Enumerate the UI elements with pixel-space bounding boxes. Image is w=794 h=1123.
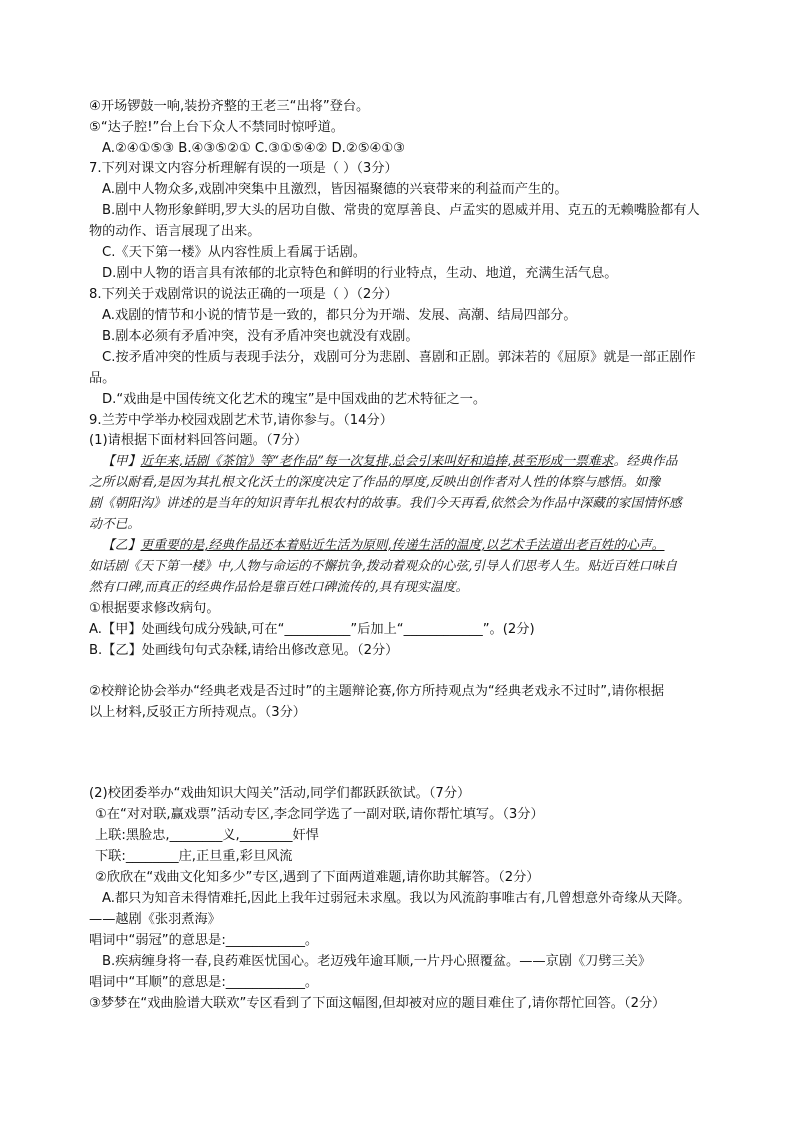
question-7: 7.下列对课文内容分析理解有误的一项是（ ）（3分） bbox=[89, 161, 398, 176]
lyric-a-question: 唱词中“弱冠”的意思是:____________。 bbox=[89, 933, 319, 948]
option-b: B.剧本必须有矛盾冲突，没有矛盾冲突也就没有戏剧。 bbox=[102, 329, 419, 344]
text-line: ④开场锣鼓一响,装扮齐整的王老三“出将”登台。 bbox=[89, 99, 370, 114]
options-line: A.②④①⑤③ B.④③⑤②① C.③①⑤④② D.②⑤④①③ bbox=[102, 141, 405, 156]
couplet-upper: 上联:黑脸忠,________义,________奸悍 bbox=[95, 828, 319, 843]
lyric-a: A.都只为知音未得情难托,因此上我年过弱冠未求凰。我以为风流韵事唯古有,几曾想意外奇缘从天降。 bbox=[102, 891, 691, 906]
passage-line: 动不已。 bbox=[89, 517, 141, 532]
sub-question-2: (2)校团委举办“戏曲知识大闯关”活动,同学们都跃跃欲试。（7分） bbox=[89, 786, 471, 801]
couplet-task: ①在“对对联,赢戏票”活动专区,李念同学选了一副对联,请你帮忙填写。（3分） bbox=[95, 807, 544, 822]
passage-line: 之所以耐看,是因为其扎根文化沃土的深度决定了作品的厚度,反映出创作者对人性的体察与感悟。如豫 bbox=[89, 475, 661, 490]
passage-jia bbox=[0, 452, 794, 472]
lyric-a-source: ——越剧《张羽煮海》 bbox=[89, 912, 221, 927]
mask-task: ③梦梦在“戏曲脸谱大联欢”专区看到了下面这幅图,但却被对应的题目难住了,请你帮忙回答。（2分） bbox=[89, 996, 666, 1011]
couplet-lower: 下联:________庄,正旦重,彩旦风流 bbox=[95, 849, 293, 864]
passage-text: 。经典作品 bbox=[613, 454, 678, 469]
option-b-cont: 物的动作、语言展现了出来。 bbox=[89, 224, 261, 239]
passage-line: 如话剧《天下第一楼》中,人物与命运的不懈抗争,拨动着观众的心弦,引导人们思考人生。贴近百姓口味自 bbox=[89, 559, 678, 574]
label-jia: 【甲】 bbox=[102, 454, 141, 469]
passage-line: 然有口碑,而真正的经典作品恰是靠百姓口碑流传的,具有现实温度。 bbox=[89, 580, 469, 595]
sub-question-1: (1)请根据下面材料回答问题。（7分） bbox=[89, 433, 308, 448]
task-1a: A.【甲】处画线句成分残缺,可在“__________”后加上“____________”。(2分) bbox=[89, 622, 535, 637]
task-2-cont: 以上材料,反驳正方所持观点。（3分） bbox=[89, 705, 306, 720]
option-d: D.“戏曲是中国传统文化艺术的瑰宝”是中国戏曲的艺术特征之一。 bbox=[102, 392, 487, 407]
task-1: ①根据要求修改病句。 bbox=[89, 601, 220, 616]
option-c: C.按矛盾冲突的性质与表现手法分，戏剧可分为悲剧、喜剧和正剧。郭沫若的《屈原》就是一部正剧作 bbox=[102, 350, 696, 365]
option-c-cont: 品。 bbox=[89, 371, 116, 386]
task-2: ②校辩论协会举办“经典老戏是否过时”的主题辩论赛,你方所持观点为“经典老戏永不过时”,请你根据 bbox=[89, 684, 665, 699]
option-c: C.《天下第一楼》从内容性质上看属于话剧。 bbox=[102, 245, 366, 260]
culture-task: ②欣欣在“戏曲文化知多少”专区,遇到了下面两道难题,请你助其解答。（2分） bbox=[95, 870, 540, 885]
question-9: 9.兰芳中学举办校园戏剧艺术节,请你参与。（14分） bbox=[89, 413, 393, 428]
passage-yi bbox=[0, 536, 794, 556]
text-line: ⑤“达子腔!”台上台下众人不禁同时惊呼道。 bbox=[89, 120, 344, 135]
underlined-sentence-jia: 近年来,话剧《茶馆》等“老作品”每一次复排,总会引来叫好和追捧,甚至形成一票难求 bbox=[140, 454, 614, 469]
task-1b: B.【乙】处画线句句式杂糅,请给出修改意见。（2分） bbox=[89, 643, 399, 658]
underlined-sentence-yi: 更重要的是,经典作品还本着贴近生活为原则,传递生活的温度,以艺术手法道出老百姓的心声。 bbox=[140, 538, 665, 553]
option-a: A.剧中人物众多,戏剧冲突集中且激烈，皆因福聚德的兴衰带来的利益而产生的。 bbox=[102, 182, 568, 197]
lyric-b: B.疾病缠身将一春,良药难医忧国心。老迈残年逾耳顺,一片丹心照覆盆。——京剧《刀劈三关》 bbox=[102, 954, 652, 969]
lyric-b-question: 唱词中“耳顺”的意思是:____________。 bbox=[89, 975, 319, 990]
question-8: 8.下列关于戏剧常识的说法正确的一项是（ ）（2分） bbox=[89, 287, 398, 302]
passage-line: 剧《朝阳沟》讲述的是当年的知识青年扎根农村的故事。我们今天再看,依然会为作品中深藏的家国情怀感 bbox=[89, 496, 682, 511]
option-a: A.戏剧的情节和小说的情节是一致的，都只分为开端、发展、高潮、结局四部分。 bbox=[102, 308, 577, 323]
label-yi: 【乙】 bbox=[102, 538, 141, 553]
option-b: B.剧中人物形象鲜明,罗大头的居功自傲、常贵的宽厚善良、卢孟实的恩威并用、克五的无赖嘴脸都有人 bbox=[102, 203, 700, 218]
option-d: D.剧中人物的语言具有浓郁的北京特色和鲜明的行业特点，生动、地道，充满生活气息。 bbox=[102, 266, 618, 281]
